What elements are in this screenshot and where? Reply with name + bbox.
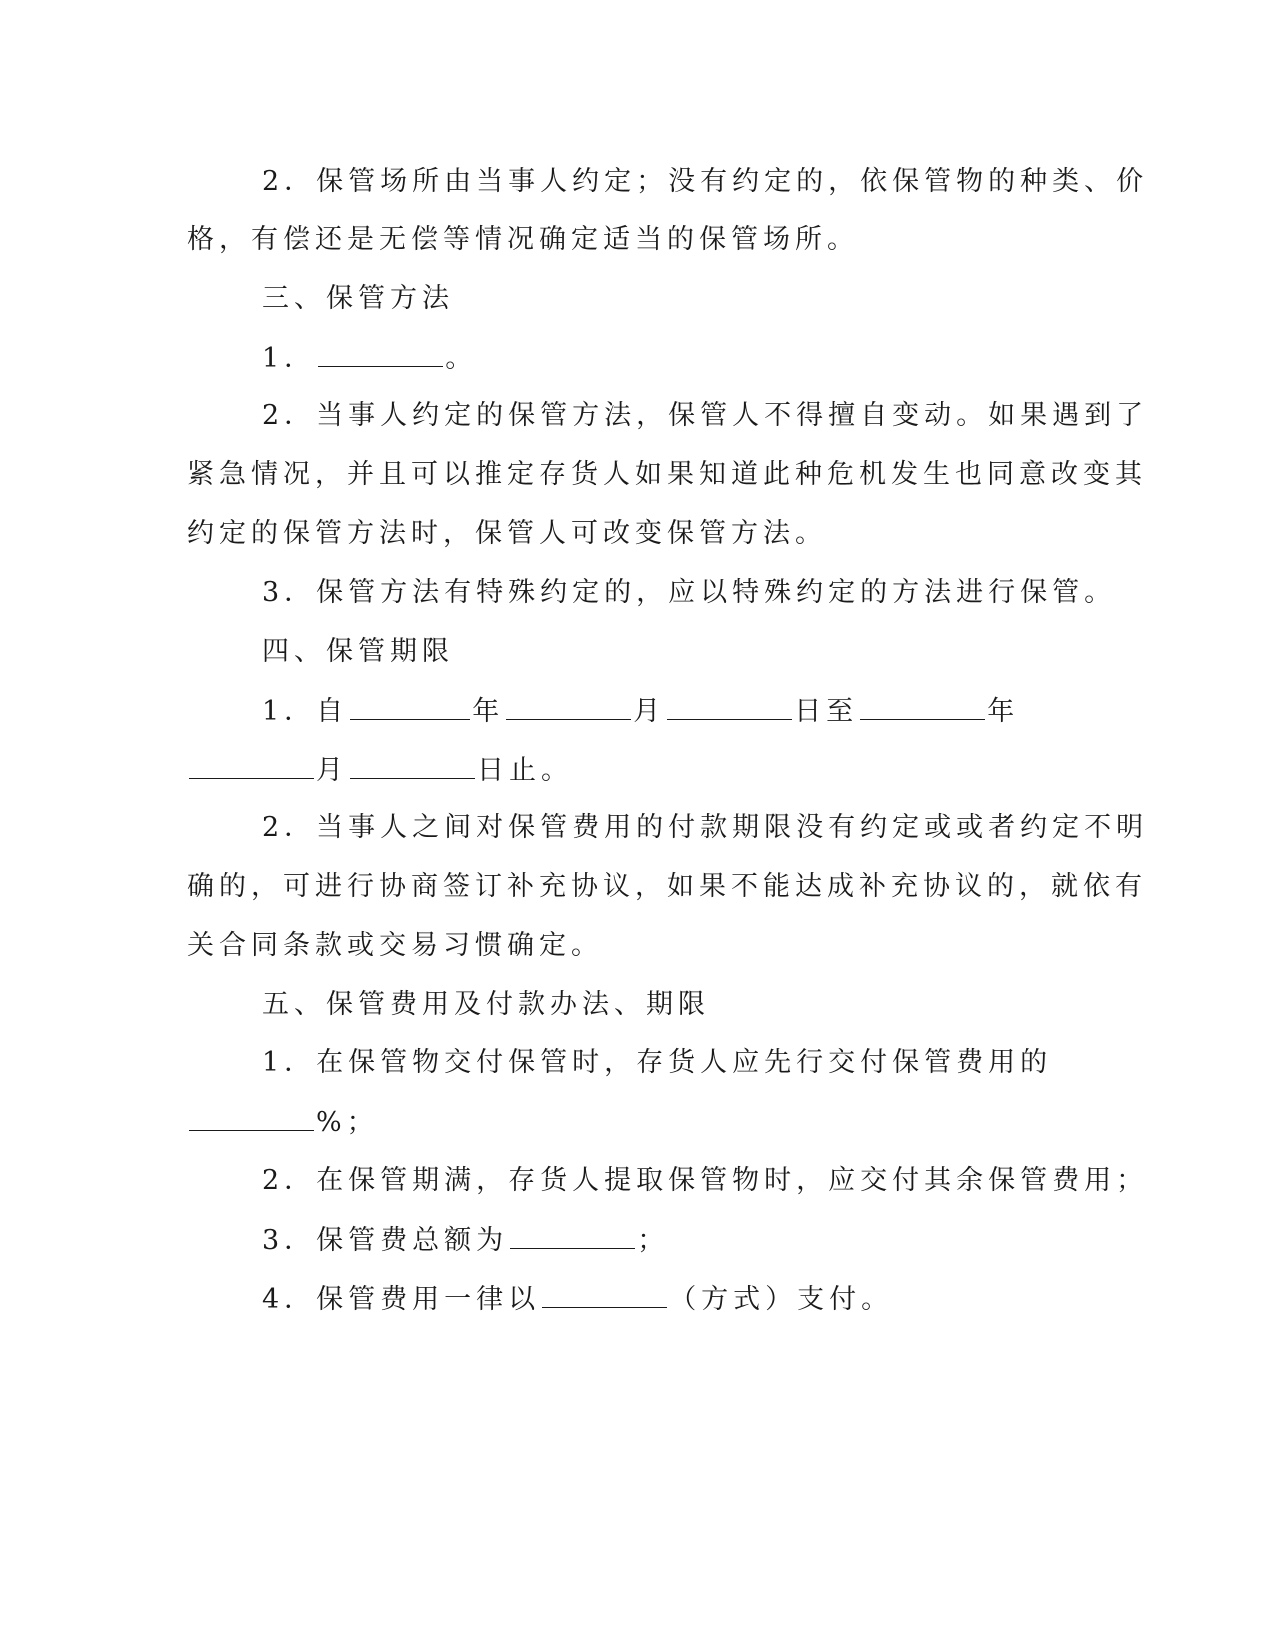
clause-3-2-line-3: [187, 514, 827, 554]
text: 。: [445, 343, 478, 374]
text: 确的，可进行协商签订补充协议，如果不能达成补充协议的，就依有: [187, 871, 1147, 902]
text: 格，有偿还是无偿等情况确定适当的保管场所。: [187, 224, 859, 255]
text: 2．当事人约定的保管方法，保管人不得擅自变动。如果遇到了: [262, 400, 1149, 431]
clause-4-1-line-1: [262, 691, 1019, 731]
text: 1．自: [262, 696, 349, 727]
text: 2．当事人之间对保管费用的付款期限没有约定或或者约定不明: [262, 812, 1149, 843]
text: 3．保管方法有特殊约定的，应以特殊约定的方法进行保管。: [262, 577, 1117, 608]
clause-2-2-line-2: [187, 220, 859, 260]
clause-5-2: [262, 1161, 1148, 1201]
text: 1．在保管物交付保管时，存货人应先行交付保管费用的: [262, 1047, 1053, 1078]
text: 月: [316, 755, 348, 786]
clause-5-1-line-2: [187, 1102, 379, 1142]
text: 紧急情况，并且可以推定存货人如果知道此种危机发生也同意改变其: [187, 459, 1147, 490]
text: 4．保管费用一律以: [262, 1284, 541, 1315]
end-day-blank[interactable]: [350, 750, 475, 779]
fill-in-blank[interactable]: [318, 338, 443, 367]
text: 年: [987, 696, 1020, 727]
text: 日止。: [477, 755, 573, 786]
percentage-blank[interactable]: [189, 1102, 314, 1131]
clause-5-1-line-1: [262, 1043, 1052, 1083]
text: 月: [633, 696, 666, 727]
section-5-heading: [262, 985, 710, 1025]
payment-method-blank[interactable]: [542, 1279, 667, 1308]
end-year-blank[interactable]: [860, 691, 985, 720]
text: 关合同条款或交易习惯确定。: [187, 930, 603, 961]
text: 3．保管费总额为: [262, 1225, 509, 1256]
clause-3-1: [262, 338, 477, 378]
text: 约定的保管方法时，保管人可改变保管方法。: [187, 518, 827, 549]
start-day-blank[interactable]: [667, 691, 792, 720]
end-month-blank[interactable]: [189, 750, 314, 779]
section-3-heading: [262, 279, 454, 319]
clause-4-1-line-2: [187, 750, 573, 790]
start-year-blank[interactable]: [350, 691, 470, 720]
heading-text: 五、保管费用及付款办法、期限: [262, 989, 710, 1020]
text: ；: [637, 1225, 670, 1256]
text: 日至: [794, 696, 859, 727]
text: 1．: [262, 343, 317, 374]
clause-4-2-line-3: [187, 926, 603, 966]
heading-text: 三、保管方法: [262, 283, 454, 314]
clause-4-2-line-1: [262, 808, 1148, 848]
clause-5-3: [262, 1220, 669, 1260]
text: 2．在保管期满，存货人提取保管物时，应交付其余保管费用；: [262, 1165, 1149, 1196]
text: 年: [472, 696, 505, 727]
section-4-heading: [262, 632, 454, 672]
text: 2．保管场所由当事人约定；没有约定的，依保管物的种类、价: [262, 166, 1149, 197]
total-fee-blank[interactable]: [510, 1220, 635, 1249]
heading-text: 四、保管期限: [262, 636, 454, 667]
text: （方式）支付。: [669, 1284, 894, 1315]
clause-3-2-line-1: [262, 396, 1148, 436]
start-month-blank[interactable]: [506, 691, 631, 720]
clause-3-3: [262, 573, 1116, 613]
clause-2-2-line-1: [262, 162, 1148, 202]
text: %；: [316, 1107, 379, 1138]
clause-4-2-line-2: [187, 867, 1147, 907]
clause-5-4: [262, 1279, 893, 1319]
clause-3-2-line-2: [187, 455, 1147, 495]
